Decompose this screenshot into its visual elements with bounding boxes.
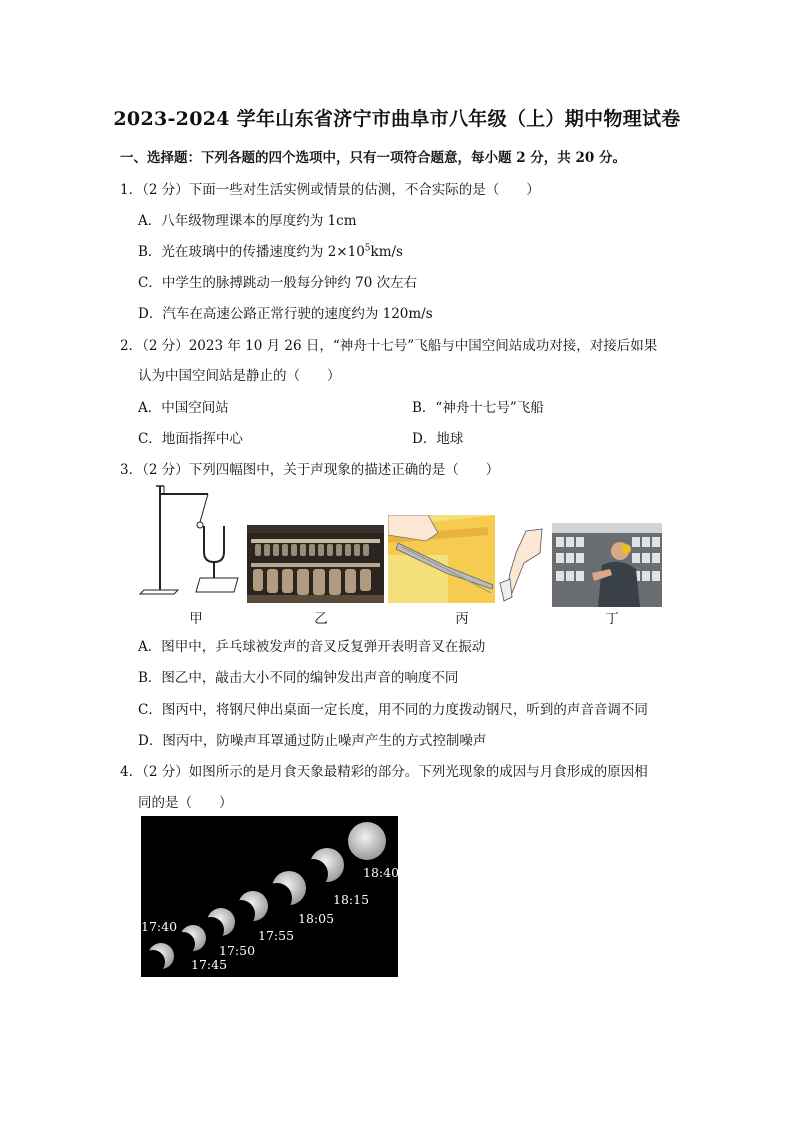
q2-option-b[interactable]: B．“神舟十七号”飞船	[412, 400, 544, 416]
time-label-1745: 17:45	[191, 957, 228, 972]
lunar-eclipse-figure	[141, 816, 398, 977]
q1-option-b-unit: km/s	[370, 244, 403, 260]
time-label-1815: 18:15	[333, 892, 370, 907]
moon-1805	[262, 871, 306, 913]
section-heading: 一、选择题：下列各题的四个选项中，只有一项符合题意，每小题 2 分，共 20 分。	[120, 150, 626, 166]
figure-yi-chime-bells	[247, 525, 384, 603]
page-title: 2023-2024 学年山东省济宁市曲阜市八年级（上）期中物理试卷	[113, 108, 681, 130]
q3-option-d[interactable]: D．图丙中，防噪声耳罩通过防止噪声产生的方式控制噪声	[138, 733, 487, 749]
q3-stem: 3．（2 分）下列四幅图中，关于声现象的描述正确的是（ ）	[120, 462, 500, 478]
q4-stem-cont: 同的是（ ）	[138, 795, 233, 811]
figure-ding-ear-muffs	[552, 523, 662, 607]
q3-option-c[interactable]: C．图丙中，将钢尺伸出桌面一定长度，用不同的力度拨动钢尺，听到的声音音调不同	[138, 702, 648, 718]
figure-bing-ruler	[388, 515, 495, 603]
q1-option-a[interactable]: A．八年级物理课本的厚度约为 1cm	[138, 213, 357, 229]
moon-1840	[348, 822, 386, 860]
q1-option-b[interactable]	[138, 240, 403, 260]
time-label-1740: 17:40	[141, 919, 178, 934]
q4-stem: 4．（2 分）如图所示的是月食天象最精彩的部分。下列光现象的成因与月食形成的原因相	[120, 764, 648, 780]
q3-option-b[interactable]: B．图乙中，敲击大小不同的编钟发出声音的响度不同	[138, 670, 459, 686]
moon-1740	[141, 943, 174, 974]
q2-option-d[interactable]: D．地球	[412, 431, 464, 447]
time-label-1805: 18:05	[298, 911, 335, 926]
q1-stem: 1．（2 分）下面一些对生活实例或情景的估测，不合实际的是（ ）	[120, 182, 540, 198]
q2-stem: 2．（2 分）2023 年 10 月 26 日，“神舟十七号”飞船与中国空间站成功对接，对接后如果	[120, 338, 658, 354]
time-label-1840: 18:40	[363, 865, 400, 880]
q3-option-a[interactable]: A．图甲中，乒乓球被发声的音叉反复弹开表明音叉在振动	[138, 639, 486, 655]
figure-bing-hand	[496, 523, 546, 605]
time-label-1750: 17:50	[219, 943, 256, 958]
time-label-1755: 17:55	[258, 928, 295, 943]
q1-option-c[interactable]: C．中学生的脉搏跳动一般每分钟约 70 次左右	[138, 275, 418, 291]
figure-caption-bing: 丙	[455, 611, 469, 627]
q1-option-b-text: B．光在玻璃中的传播速度约为 2×10	[138, 244, 365, 260]
q2-option-a[interactable]: A．中国空间站	[138, 400, 229, 416]
figure-caption-ding: 丁	[605, 611, 619, 627]
q1-option-d[interactable]: D．汽车在高速公路正常行驶的速度约为 120m/s	[138, 306, 433, 322]
figure-caption-jia: 甲	[189, 611, 203, 627]
figure-caption-yi: 乙	[314, 611, 328, 627]
q2-stem-cont: 认为中国空间站是静止的（ ）	[138, 368, 341, 384]
q2-option-c[interactable]: C．地面指挥中心	[138, 431, 243, 447]
q1-option-b-exponent: 5	[364, 243, 371, 254]
figure-jia-tuning-fork	[138, 482, 240, 600]
